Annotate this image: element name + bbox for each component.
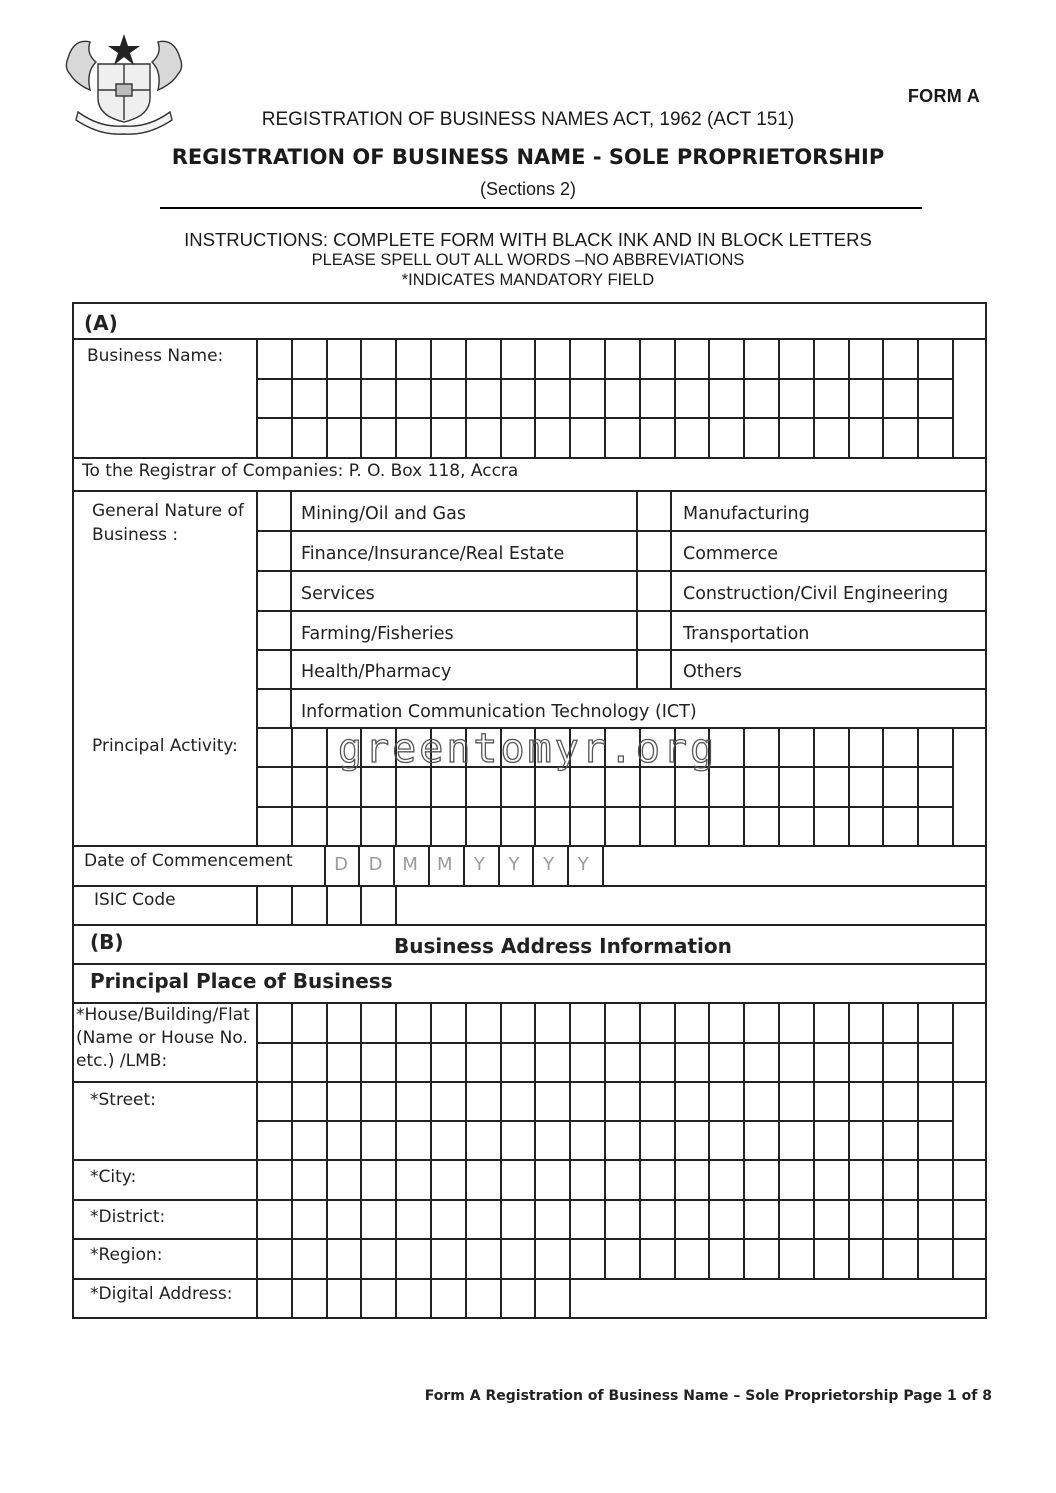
cell-col-line <box>778 1002 780 1081</box>
city-label: *City: <box>90 1167 137 1187</box>
checkbox-health[interactable] <box>257 649 290 688</box>
cell-col-line <box>291 338 293 457</box>
digital-cell-line <box>256 1278 258 1319</box>
cell-col-line <box>848 1199 850 1238</box>
cell-col-line <box>813 1199 815 1238</box>
cell-col-line <box>917 1002 919 1081</box>
cell-col-line <box>882 1159 884 1199</box>
digital-address-label: *Digital Address: <box>90 1284 233 1304</box>
cell-col-line <box>917 1199 919 1238</box>
cell-col-line <box>674 1002 676 1081</box>
form-label: FORM A <box>907 86 980 106</box>
cell-col-line <box>256 1199 258 1238</box>
cell-col-line <box>465 1081 467 1159</box>
row-divider <box>72 457 987 459</box>
cell-col-line <box>743 1238 745 1278</box>
checkbox-manufacturing[interactable] <box>637 490 670 530</box>
section-b-heading: (B) <box>90 930 124 954</box>
checkbox-mining[interactable] <box>257 490 290 530</box>
checkbox-commerce[interactable] <box>637 530 670 570</box>
cell-col-line <box>534 1199 536 1238</box>
isic-cell-line <box>326 885 328 924</box>
cell-col-line <box>326 1199 328 1238</box>
cell-col-line <box>674 1238 676 1278</box>
cell-col-line <box>534 1238 536 1278</box>
section-a-heading: (A) <box>84 311 118 335</box>
checkbox-construction[interactable] <box>637 570 670 610</box>
cell-col-line <box>534 1081 536 1159</box>
cell-col-line <box>848 1081 850 1159</box>
cell-col-line <box>291 1238 293 1278</box>
nature-label-line-2: Business : <box>92 525 179 545</box>
cell-col-line <box>639 1238 641 1278</box>
cell-col-line <box>256 338 258 457</box>
cell-col-line <box>743 1199 745 1238</box>
checkbox-farming[interactable] <box>257 610 290 649</box>
cell-col-line <box>813 1238 815 1278</box>
cell-col-line <box>848 338 850 457</box>
cell-col-line <box>291 1002 293 1081</box>
cell-col-line <box>360 1238 362 1278</box>
option-row-line <box>256 610 987 612</box>
sections-note: (Sections 2) <box>479 179 577 199</box>
cell-col-line <box>882 727 884 845</box>
cell-col-line <box>813 1081 815 1159</box>
cell-col-line <box>848 1159 850 1199</box>
row-divider <box>72 1278 987 1280</box>
cell-col-line <box>778 1159 780 1199</box>
cell-col-line <box>291 727 293 845</box>
date-placeholder-4: M <box>437 854 453 875</box>
cell-col-line <box>465 1238 467 1278</box>
digital-cell-line <box>395 1278 397 1319</box>
cell-col-line <box>952 1199 954 1238</box>
cell-col-line <box>395 1238 397 1278</box>
cell-col-line <box>360 1159 362 1199</box>
cell-col-line <box>430 1159 432 1199</box>
cell-col-line <box>639 1081 641 1159</box>
row-divider <box>72 885 987 887</box>
cell-col-line <box>256 1002 258 1081</box>
cell-col-line <box>639 1199 641 1238</box>
isic-cell-line <box>360 885 362 924</box>
cell-col-line <box>743 1002 745 1081</box>
digital-cell-line <box>430 1278 432 1319</box>
option-farming: Farming/Fisheries <box>301 624 454 644</box>
option-services: Services <box>301 584 375 604</box>
date-placeholder-7: Y <box>543 854 555 875</box>
option-row-line <box>256 530 987 532</box>
option-others: Others <box>683 662 742 682</box>
cell-col-line <box>256 727 258 845</box>
option-health: Health/Pharmacy <box>301 662 452 682</box>
cell-col-line <box>708 338 710 457</box>
date-placeholder-3: M <box>402 854 418 875</box>
option-transportation: Transportation <box>683 624 810 644</box>
cell-col-line <box>465 1199 467 1238</box>
registrar-address: To the Registrar of Companies: P. O. Box 118, Accra <box>82 461 519 481</box>
checkbox-column-line-2 <box>670 490 672 688</box>
cell-col-line <box>500 1238 502 1278</box>
cell-col-line <box>256 1159 258 1199</box>
option-commerce: Commerce <box>683 544 778 564</box>
cell-col-line <box>708 1238 710 1278</box>
act-title: REGISTRATION OF BUSINESS NAMES ACT, 1962 (ACT 151) <box>261 109 795 130</box>
cell-col-line <box>882 1238 884 1278</box>
cell-col-line <box>708 1199 710 1238</box>
cell-col-line <box>708 1081 710 1159</box>
checkbox-finance[interactable] <box>257 530 290 570</box>
cell-col-line <box>569 1002 571 1081</box>
cell-col-line <box>882 1002 884 1081</box>
page-footer: Form A Registration of Business Name – Sole Proprietorship Page 1 of 8 <box>424 1388 992 1404</box>
cell-col-line <box>743 1159 745 1199</box>
cell-col-line <box>917 1081 919 1159</box>
cell-col-line <box>465 1159 467 1199</box>
middle-column-line <box>636 490 638 688</box>
cell-col-line <box>604 1238 606 1278</box>
date-cell-line <box>602 845 604 885</box>
date-placeholder-6: Y <box>508 854 520 875</box>
cell-col-line <box>500 1159 502 1199</box>
cell-col-line <box>674 1159 676 1199</box>
cell-col-line <box>917 338 919 457</box>
digital-cell-line <box>360 1278 362 1319</box>
cell-col-line <box>952 1002 954 1081</box>
cell-col-line <box>604 1199 606 1238</box>
option-row-line <box>256 570 987 572</box>
cell-col-line <box>430 1238 432 1278</box>
cell-col-line <box>360 1199 362 1238</box>
cell-col-line <box>395 338 397 457</box>
digital-cell-line <box>534 1278 536 1319</box>
instructions-line-1: INSTRUCTIONS: COMPLETE FORM WITH BLACK INK AND IN BLOCK LETTERS <box>184 229 872 250</box>
cell-col-line <box>674 1081 676 1159</box>
cell-col-line <box>882 338 884 457</box>
date-of-commencement-label: Date of Commencement <box>84 851 293 871</box>
region-label: *Region: <box>90 1245 163 1265</box>
business-name-label: Business Name: <box>87 346 224 366</box>
cell-col-line <box>360 1002 362 1081</box>
isic-cell-line <box>291 885 293 924</box>
digital-cell-line <box>500 1278 502 1319</box>
cell-col-line <box>500 1081 502 1159</box>
cell-col-line <box>743 1081 745 1159</box>
row-divider <box>72 924 987 926</box>
option-row-line <box>256 688 987 690</box>
digital-cell-line <box>291 1278 293 1319</box>
cell-col-line <box>395 1002 397 1081</box>
checkbox-others[interactable] <box>637 649 670 688</box>
cell-col-line <box>326 338 328 457</box>
isic-cell-line <box>256 885 258 924</box>
cell-col-line <box>917 727 919 845</box>
digital-cell-line <box>569 1278 571 1319</box>
isic-cell-line <box>395 885 397 924</box>
cell-col-line <box>291 1199 293 1238</box>
cell-col-line <box>326 1081 328 1159</box>
nature-label-line-1: General Nature of <box>92 501 244 521</box>
option-construction: Construction/Civil Engineering <box>683 584 949 604</box>
cell-col-line <box>639 338 641 457</box>
cell-col-line <box>326 727 328 845</box>
cell-col-line <box>674 1199 676 1238</box>
page-title: REGISTRATION OF BUSINESS NAME - SOLE PROPRIETORSHIP <box>171 145 885 169</box>
cell-col-line <box>500 1002 502 1081</box>
cell-col-line <box>500 1199 502 1238</box>
cell-col-line <box>604 1081 606 1159</box>
cell-col-line <box>395 1081 397 1159</box>
date-placeholder-1: D <box>334 854 348 875</box>
house-label-line-2: (Name or House No. <box>76 1028 248 1048</box>
cell-col-line <box>743 338 745 457</box>
row-divider <box>72 845 987 847</box>
cell-col-line <box>326 1159 328 1199</box>
isic-code-label: ISIC Code <box>94 890 176 910</box>
cell-col-line <box>778 727 780 845</box>
cell-col-line <box>882 1081 884 1159</box>
cell-col-line <box>917 1159 919 1199</box>
cell-col-line <box>395 1199 397 1238</box>
cell-col-line <box>639 1002 641 1081</box>
cell-col-line <box>291 1081 293 1159</box>
cell-col-line <box>848 1002 850 1081</box>
cell-col-line <box>708 1159 710 1199</box>
cell-col-line <box>291 1159 293 1199</box>
cell-col-line <box>952 338 954 457</box>
cell-col-line <box>326 1238 328 1278</box>
cell-col-line <box>952 1081 954 1159</box>
cell-col-line <box>360 338 362 457</box>
cell-col-line <box>813 727 815 845</box>
cell-col-line <box>952 1238 954 1278</box>
cell-col-line <box>604 338 606 457</box>
option-mining: Mining/Oil and Gas <box>301 504 466 524</box>
frame-bottom <box>72 1317 987 1319</box>
registration-form <box>72 302 987 1319</box>
cell-col-line <box>813 1159 815 1199</box>
cell-col-line <box>465 338 467 457</box>
cell-col-line <box>569 338 571 457</box>
cell-col-line <box>430 1081 432 1159</box>
cell-col-line <box>569 1238 571 1278</box>
option-row-line <box>256 649 987 651</box>
cell-col-line <box>430 1002 432 1081</box>
cell-col-line <box>604 1159 606 1199</box>
date-placeholder-2: D <box>368 854 383 875</box>
cell-col-line <box>256 1238 258 1278</box>
checkbox-transportation[interactable] <box>637 610 670 649</box>
cell-col-line <box>430 1199 432 1238</box>
cell-col-line <box>743 727 745 845</box>
cell-col-line <box>395 1159 397 1199</box>
cell-col-line <box>813 338 815 457</box>
cell-col-line <box>952 727 954 845</box>
principal-place-heading: Principal Place of Business <box>90 969 393 993</box>
cell-col-line <box>430 338 432 457</box>
option-finance: Finance/Insurance/Real Estate <box>301 544 565 564</box>
checkbox-ict[interactable] <box>257 688 290 727</box>
cell-col-line <box>569 1159 571 1199</box>
cell-col-line <box>952 1159 954 1199</box>
date-placeholder-8: Y <box>577 854 589 875</box>
digital-cell-line <box>326 1278 328 1319</box>
cell-col-line <box>500 338 502 457</box>
cell-col-line <box>534 1159 536 1199</box>
principal-activity-label: Principal Activity: <box>92 736 238 756</box>
frame-right <box>985 302 987 1319</box>
option-manufacturing: Manufacturing <box>683 504 810 524</box>
cell-col-line <box>639 1159 641 1199</box>
cell-col-line <box>569 1199 571 1238</box>
street-label: *Street: <box>90 1090 156 1110</box>
row-divider <box>72 963 987 965</box>
cell-col-line <box>917 1238 919 1278</box>
cell-col-line <box>848 727 850 845</box>
frame-left <box>72 302 74 1319</box>
house-label-line-3: etc.) /LMB: <box>76 1051 168 1071</box>
cell-col-line <box>778 1238 780 1278</box>
cell-col-line <box>256 1081 258 1159</box>
cell-col-line <box>360 1081 362 1159</box>
checkbox-services[interactable] <box>257 570 290 610</box>
checkbox-column-line <box>290 490 292 729</box>
cell-col-line <box>778 338 780 457</box>
cell-col-line <box>813 1002 815 1081</box>
frame-top <box>72 302 987 304</box>
option-ict: Information Communication Technology (ICT) <box>301 702 697 722</box>
cell-col-line <box>604 1002 606 1081</box>
cell-col-line <box>326 1002 328 1081</box>
cell-col-line <box>569 1081 571 1159</box>
district-label: *District: <box>90 1207 166 1227</box>
row-divider <box>72 490 987 492</box>
section-b-title: Business Address Information <box>394 934 732 958</box>
cell-col-line <box>848 1238 850 1278</box>
date-placeholder-5: Y <box>473 854 485 875</box>
cell-col-line <box>778 1199 780 1238</box>
house-label-line-1: *House/Building/Flat <box>76 1005 250 1025</box>
cell-col-line <box>882 1199 884 1238</box>
cell-col-line <box>708 1002 710 1081</box>
cell-col-line <box>465 1002 467 1081</box>
instructions-line-2: PLEASE SPELL OUT ALL WORDS –NO ABBREVIATIONS <box>311 251 745 269</box>
cell-col-line <box>778 1081 780 1159</box>
cell-col-line <box>534 1002 536 1081</box>
watermark: greentomyr.org <box>338 726 718 772</box>
digital-cell-line <box>465 1278 467 1319</box>
cell-col-line <box>534 338 536 457</box>
instructions-line-3: *INDICATES MANDATORY FIELD <box>401 271 655 289</box>
header-divider <box>160 207 922 209</box>
cell-col-line <box>674 338 676 457</box>
